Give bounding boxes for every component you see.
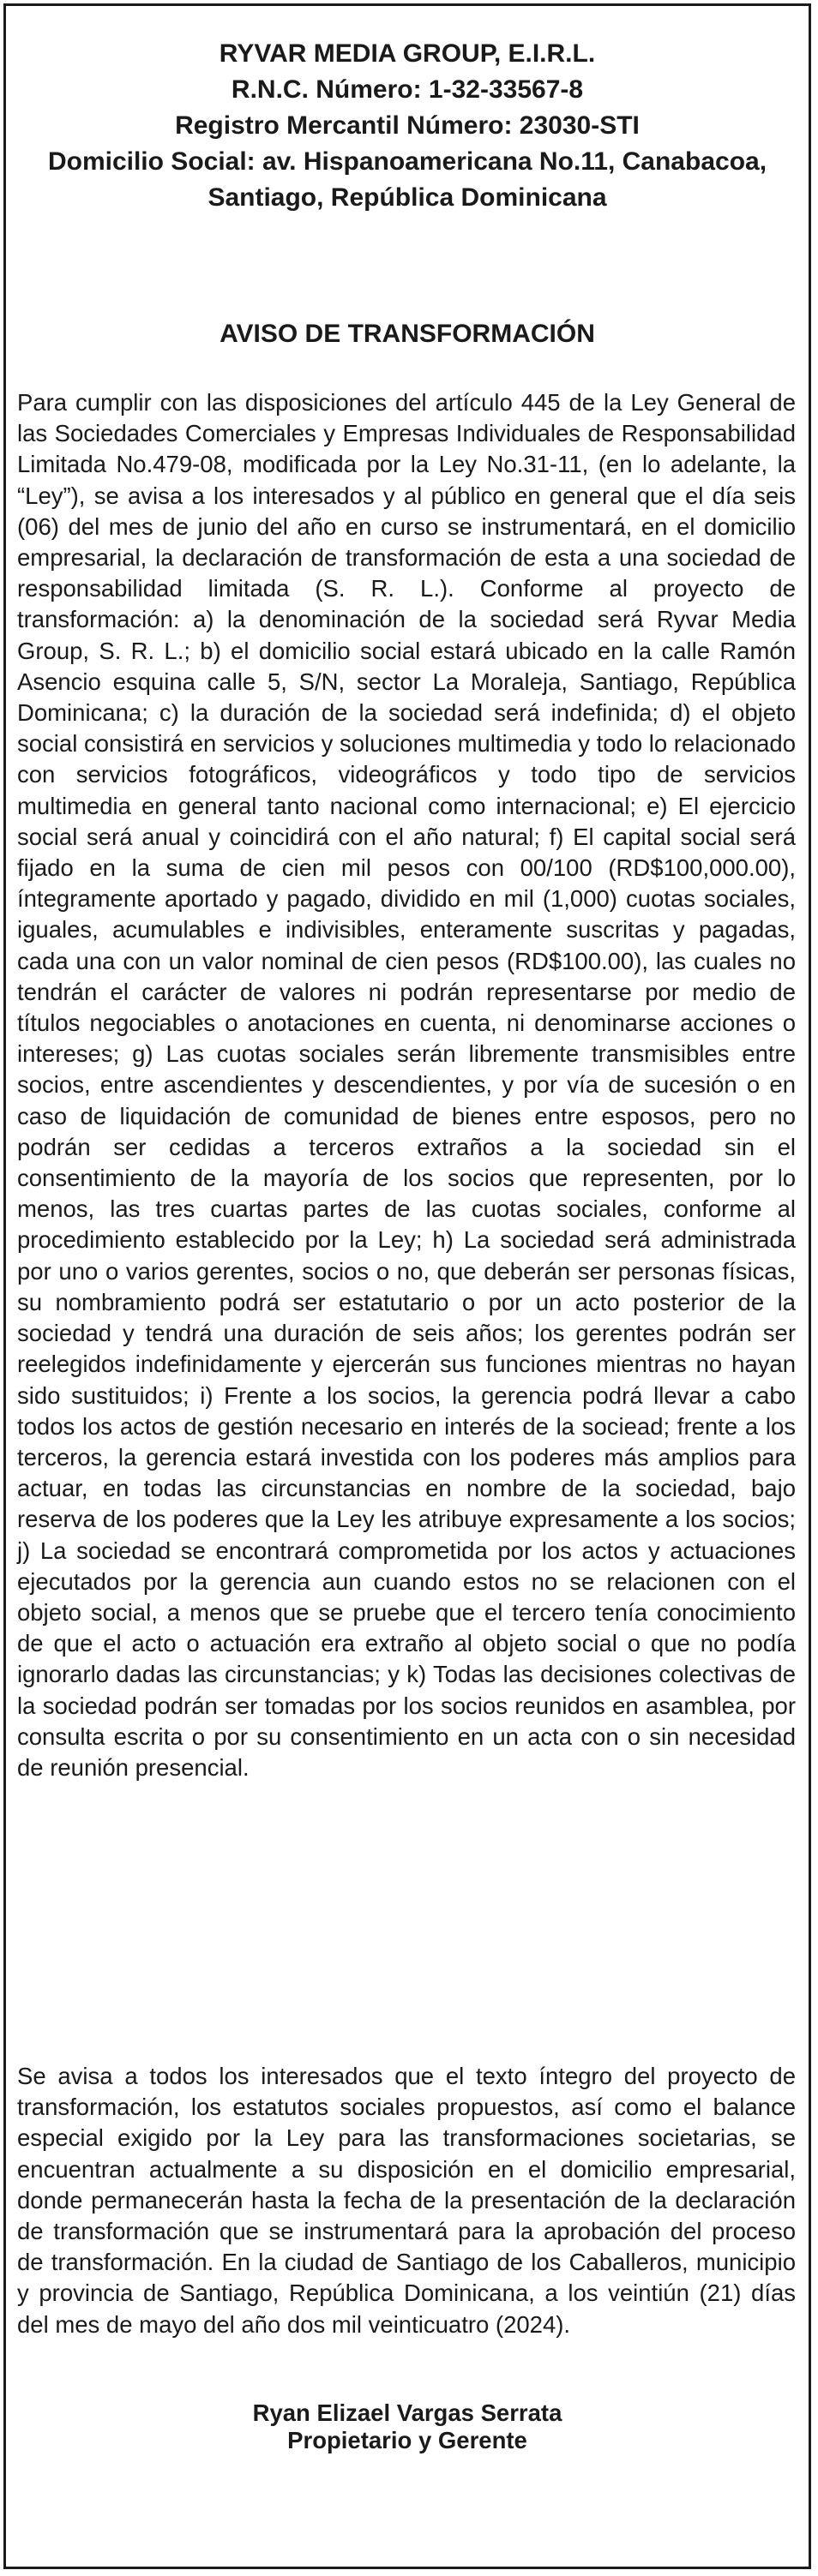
rnc-number: R.N.C. Número: 1-32-33567-8: [231, 75, 584, 104]
notice-paragraph-2: Se avisa a todos los interesados que el texto íntegro del proyecto de transformación, los estatutos sociales propuestos, así como el balance especial exigido por la Ley para las transformaciones societarias, se encuentran actualmente a su disposición en el domicilio empresarial, donde permanecerán hasta la fecha de la presentación de la declaración de transformación que se instrumentará para la aprobación del proceso de transformación. En la ciudad de Santiago de los Caballeros, municipio y provincia de Santiago, República Dominicana, a los veintiún (21) días del mes de mayo del año dos mil veinticuatro (2024).: [17, 2063, 796, 2338]
company-header: [17, 36, 797, 216]
registered-address: Domicilio Social: av. Hispanoamericana No.11, Canabacoa, Santiago, República Dominicana: [47, 147, 767, 212]
signature-block: [17, 2399, 797, 2454]
notice-title: AVISO DE TRANSFORMACIÓN: [220, 320, 595, 348]
notice-paragraph-1: Para cumplir con las disposiciones del artículo 445 de la Ley General de las Sociedades Comerciales y Empresas Individuales de Responsabilidad Limitada No.479-08, modificada por la Ley No.31-11, (en lo adelante, la “Ley”), se avisa a los interesados y al público en general que el día seis (06) del mes de junio del año en curso se instrumentará, en el domicilio empresarial, la declaración de transformación de esta a una sociedad de responsabilidad limitada (S. R. L.). Conforme al proyecto de transformación: a) la denominación de la sociedad será Ryvar Media Group, S. R. L.; b) el domicilio social estará ubicado en la calle Ramón Asencio esquina calle 5, S/N, sector La Moraleja, Santiago, República Dominicana; c) la duración de la sociedad será indefinida; d) el objeto social consistirá en servicios y soluciones multimedia y todo lo relacionado con servicios fotográficos, videográficos y todo tipo de servicios multimedia en general tanto nacional como internacional; e) El ejercicio social será anual y coincidirá con el año natural; f) El capital social será fijado en la suma de cien mil pesos con 00/100 (RD$100,000.00), íntegramente aportado y pagado, dividido en mil (1,000) cuotas sociales, iguales, acumulables e indivisibles, enteramente suscritas y pagadas, cada una con un valor nominal de cien pesos (RD$100.00), las cuales no tendrán el carácter de valores ni podrán representarse por medio de títulos negociables o anotaciones en cuenta, ni denominarse acciones o intereses; g) Las cuotas sociales serán libremente transmisibles entre socios, entre ascendientes y descendientes, y por vía de sucesión o en caso de liquidación de comunidad de bienes entre esposos, pero no podrán ser cedidas a terceros extraños a la sociedad sin el consentimiento de la mayoría de los socios que representen, por lo menos, las tres cuartas partes de las cuotas sociales, conforme al procedimiento establecido por la Ley; h) La sociedad será administrada por uno o varios gerentes, socios o no, que deberán ser personas físicas, su nombramiento podrá ser estatutario o por un acto posterior de la sociedad y tendrá una duración de seis años; los gerentes podrán ser reelegidos indefinidamente y ejercerán sus funciones mientras no hayan sido sustituidos; i) Frente a los socios, la gerencia podrá llevar a cabo todos los actos de gestión necesario en interés de la sociead; frente a los terceros, la gerencia estará investida con los poderes más amplios para actuar, en todas las circunstancias en nombre de la sociedad, bajo reserva de los poderes que la Ley les atribuye expresamente a los socios; j) La sociedad se encontrará comprometida por los actos y actuaciones ejecutados por la gerencia aun cuando estos no se relacionen con el objeto social, a menos que se pruebe que el tercero tenía conocimiento de que el acto o actuación era extraño al objeto social o que no podía ignorarlo dadas las circunstancias; y k) Todas las decisiones colectivas de la sociedad podrán ser tomadas por los socios reunidos en asamblea, por consulta escrita o por su consentimiento en un acta con o sin necesidad de reunión presencial.: [17, 389, 796, 1781]
company-name: RYVAR MEDIA GROUP, E.I.R.L.: [219, 39, 596, 68]
signatory-name: Ryan Elizael Vargas Serrata: [252, 2399, 562, 2426]
signatory-role: Propietario y Gerente: [287, 2427, 527, 2453]
mercantile-registry: Registro Mercantil Número: 23030-STI: [175, 111, 640, 140]
